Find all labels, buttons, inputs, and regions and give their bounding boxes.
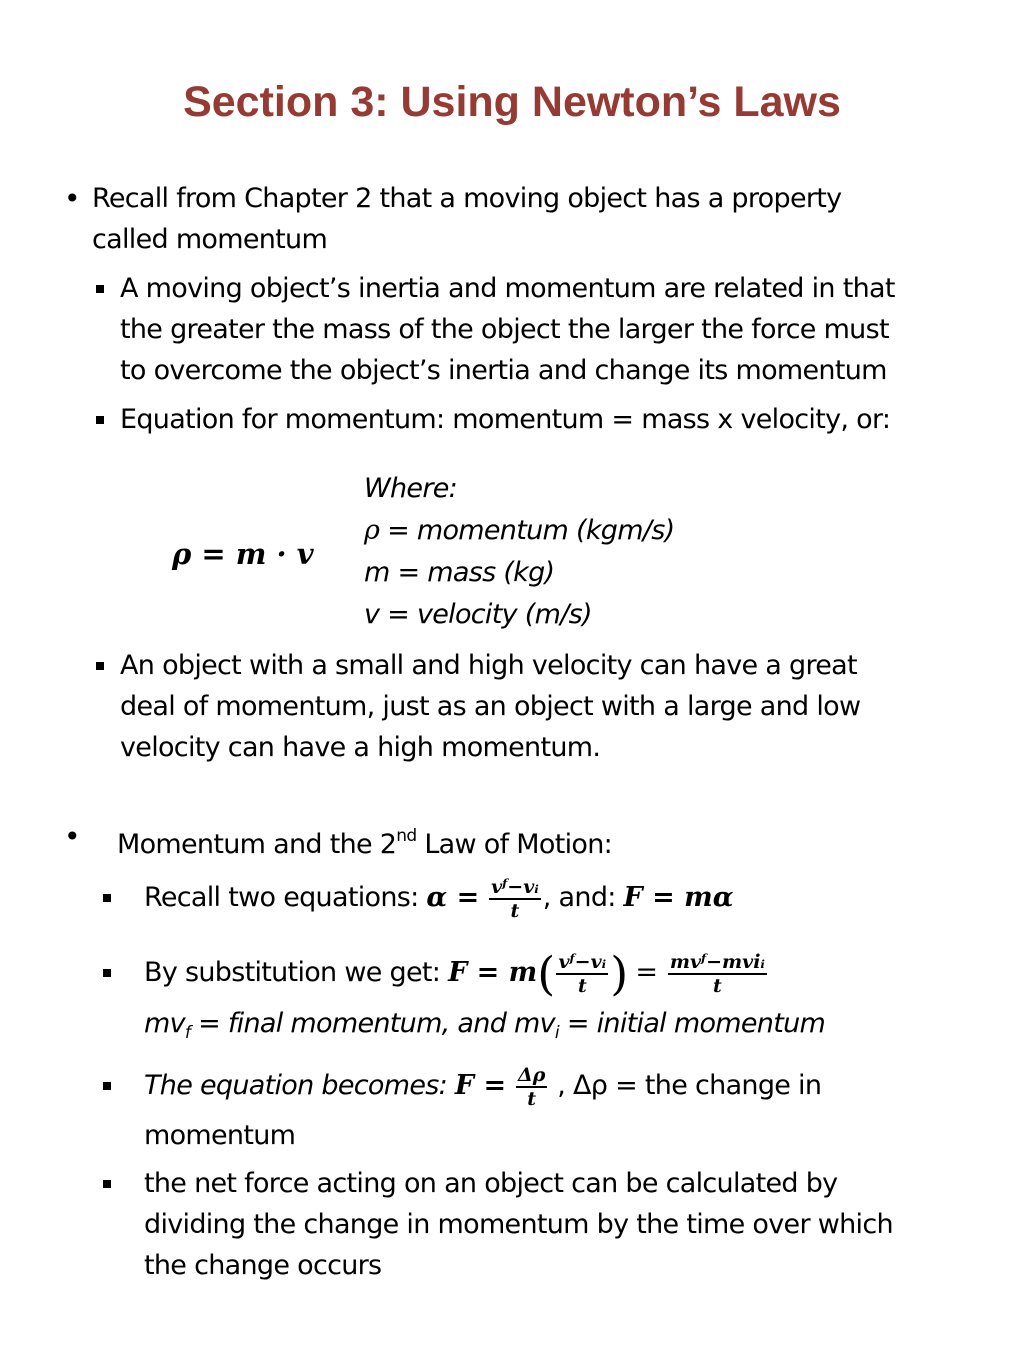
- recall-prefix: Recall two equations:: [144, 882, 427, 913]
- fraction-denominator: t: [577, 974, 587, 997]
- sub-bullet-square: [96, 416, 104, 424]
- fraction-numerator: vᶠ−vᵢ: [558, 950, 607, 973]
- where-heading: Where:: [364, 473, 458, 504]
- rho-definition: = momentum (kgm/s): [379, 515, 675, 546]
- becomes-lhs: F =: [454, 1070, 507, 1101]
- momenta-definitions: [144, 1003, 825, 1054]
- fraction-numerator: vᶠ−vᵢ: [491, 875, 539, 898]
- sub-bullet-square: [103, 969, 111, 977]
- sub-bullet-square: [103, 894, 111, 902]
- velocity-line1: An object with a small and high velocity can have a great: [120, 650, 857, 681]
- recall-and: , and:: [542, 882, 624, 913]
- sub-bullet-square: [103, 1082, 111, 1090]
- bullet1-line1: Recall from Chapter 2 that a moving object has a property: [92, 183, 842, 214]
- substitution-equation: [144, 946, 769, 1001]
- where-velocity: v = velocity (m/s): [364, 599, 592, 630]
- page-title: Section 3: Using Newton’s Laws: [183, 78, 841, 126]
- velocity-line3: velocity can have a high momentum.: [120, 732, 601, 763]
- becomes-prefix: The equation becomes:: [144, 1070, 455, 1101]
- heading-superscript: nd: [396, 826, 417, 846]
- velocity-fraction: [556, 951, 608, 997]
- sub-bullet-square: [103, 1180, 111, 1188]
- acceleration-fraction: [489, 876, 541, 922]
- second-law-heading: [117, 816, 612, 865]
- heading-text: Momentum and the 2: [117, 829, 397, 860]
- net-force-line1: the net force acting on an object can be calculated by: [144, 1168, 838, 1199]
- subscript-f: f: [184, 1023, 191, 1043]
- inertia-line2: the greater the mass of the object the larger the force must: [120, 314, 889, 345]
- momenta-end: = initial momentum: [558, 1008, 826, 1039]
- inertia-line1: A moving object’s inertia and momentum are related in that: [120, 273, 895, 304]
- heading-text-end: Law of Motion:: [416, 829, 613, 860]
- becomes-line2: momentum: [144, 1120, 296, 1151]
- becomes-suffix: , Δρ = the change in: [549, 1070, 822, 1101]
- fraction-denominator: t: [527, 1087, 537, 1110]
- momenta-mid: = final momentum, and mv: [190, 1008, 555, 1039]
- fraction-denominator: t: [713, 974, 722, 997]
- alpha-lhs: α =: [426, 882, 480, 913]
- fraction-denominator: t: [510, 899, 520, 922]
- left-paren: (: [537, 946, 555, 1001]
- where-mass: m = mass (kg): [364, 557, 555, 588]
- substitution-prefix: By substitution we get:: [144, 957, 449, 988]
- momentum-fraction: [668, 951, 767, 997]
- net-force-line2: dividing the change in momentum by the time over which: [144, 1209, 893, 1240]
- momentum-equation-label: Equation for momentum: momentum = mass x velocity, or:: [120, 404, 891, 435]
- substitution-lhs: F = m: [448, 957, 538, 988]
- sub-bullet-square: [96, 662, 104, 670]
- sub-bullet-square: [96, 285, 104, 293]
- right-paren: ): [610, 946, 628, 1001]
- inertia-line3: to overcome the object’s inertia and change its momentum: [120, 355, 887, 386]
- equals-sign: =: [635, 957, 658, 988]
- bullet-dot: •: [64, 820, 81, 853]
- equation-becomes: [144, 1061, 821, 1111]
- net-force-line3: the change occurs: [144, 1250, 382, 1281]
- delta-rho-fraction: [516, 1064, 547, 1110]
- force-equation: F = mα: [623, 882, 734, 913]
- bullet1-line2: called momentum: [92, 224, 328, 255]
- bullet-dot: •: [64, 182, 81, 215]
- rho-symbol: ρ: [364, 515, 380, 546]
- subscript-i: i: [554, 1023, 559, 1043]
- final-mv: mv: [144, 1008, 185, 1039]
- fraction-numerator: Δρ: [517, 1063, 546, 1086]
- momentum-equation: ρ = m · v: [172, 537, 314, 571]
- recall-equations: [144, 873, 734, 923]
- where-rho: [364, 510, 674, 552]
- fraction-numerator: mvᶠ−mviᵢ: [669, 950, 765, 973]
- velocity-line2: deal of momentum, just as an object with a large and low: [120, 691, 861, 722]
